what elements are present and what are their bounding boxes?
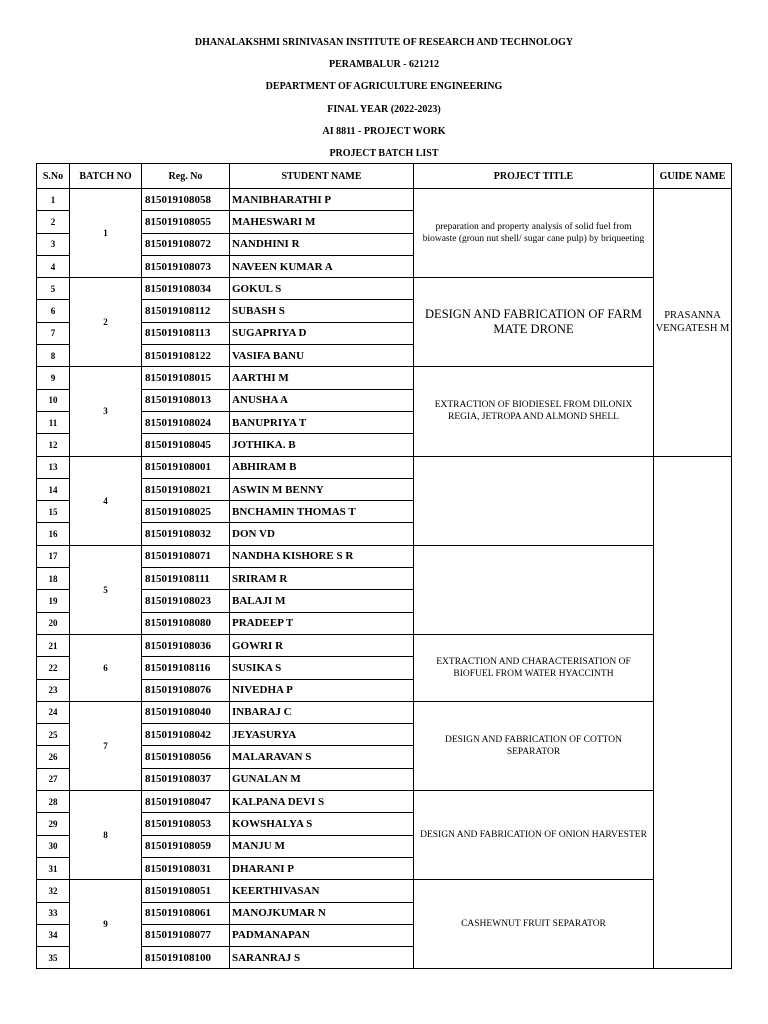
project-title-cell: DESIGN AND FABRICATION OF ONION HARVESTER [414, 791, 654, 880]
serial-number-cell: 8 [37, 345, 70, 367]
student-name-cell: BNCHAMIN THOMAS T [230, 501, 414, 523]
serial-number-cell: 1 [37, 189, 70, 211]
serial-number-cell: 28 [37, 791, 70, 813]
student-name-cell: NANDHA KISHORE S R [230, 545, 414, 567]
student-name-cell: VASIFA BANU [230, 345, 414, 367]
student-name-cell: INBARAJ C [230, 701, 414, 723]
guide-name-cell-empty [654, 456, 732, 969]
list-title: PROJECT BATCH LIST [329, 148, 439, 159]
institute-location: PERAMBALUR - 621212 [329, 59, 439, 70]
reg-number-cell: 815019108072 [142, 233, 230, 255]
reg-number-cell: 815019108023 [142, 590, 230, 612]
reg-number-cell: 815019108061 [142, 902, 230, 924]
table-body [37, 189, 732, 969]
batch-number-cell: 4 [70, 456, 142, 545]
student-name-cell: DHARANI P [230, 857, 414, 879]
batch-number-cell: 9 [70, 880, 142, 969]
student-name-cell: NAVEEN KUMAR A [230, 255, 414, 277]
serial-number-cell: 29 [37, 813, 70, 835]
reg-number-cell: 815019108036 [142, 634, 230, 656]
reg-number-cell: 815019108051 [142, 880, 230, 902]
reg-number-cell: 815019108021 [142, 478, 230, 500]
serial-number-cell: 9 [37, 367, 70, 389]
reg-number-cell: 815019108073 [142, 255, 230, 277]
reg-number-cell: 815019108015 [142, 367, 230, 389]
student-name-cell: GOKUL S [230, 278, 414, 300]
serial-number-cell: 10 [37, 389, 70, 411]
student-name-cell: SUBASH S [230, 300, 414, 322]
reg-number-cell: 815019108025 [142, 501, 230, 523]
student-name-cell: ASWIN M BENNY [230, 478, 414, 500]
student-name-cell: SUGAPRIYA D [230, 322, 414, 344]
reg-number-cell: 815019108059 [142, 835, 230, 857]
student-name-cell: KALPANA DEVI S [230, 791, 414, 813]
reg-number-cell: 815019108045 [142, 434, 230, 456]
reg-number-cell: 815019108112 [142, 300, 230, 322]
serial-number-cell: 13 [37, 456, 70, 478]
table-row [37, 791, 732, 813]
student-name-cell: MANJU M [230, 835, 414, 857]
table-row [37, 367, 732, 389]
serial-number-cell: 23 [37, 679, 70, 701]
serial-number-cell: 2 [37, 211, 70, 233]
guide-name-cell: PRASANNA VENGATESH M [654, 189, 732, 457]
department-name: DEPARTMENT OF AGRICULTURE ENGINEERING [265, 81, 503, 92]
project-title-cell: EXTRACTION AND CHARACTERISATION OF BIOFUEL FROM WATER HYACCINTH [414, 634, 654, 701]
student-name-cell: ANUSHA A [230, 389, 414, 411]
column-header-sno: S.No [37, 164, 70, 189]
project-title-cell: DESIGN AND FABRICATION OF COTTON SEPARATOR [414, 701, 654, 790]
serial-number-cell: 32 [37, 880, 70, 902]
reg-number-cell: 815019108042 [142, 724, 230, 746]
reg-number-cell: 815019108001 [142, 456, 230, 478]
reg-number-cell: 815019108077 [142, 924, 230, 946]
reg-number-cell: 815019108032 [142, 523, 230, 545]
table-row [37, 189, 732, 211]
institute-name: DHANALAKSHMI SRINIVASAN INSTITUTE OF RESEARCH AND TECHNOLOGY [194, 37, 574, 48]
academic-year: FINAL YEAR (2022-2023) [327, 104, 441, 115]
column-header-guide-name: GUIDE NAME [654, 164, 732, 189]
batch-table [36, 163, 732, 969]
reg-number-cell: 815019108013 [142, 389, 230, 411]
reg-number-cell: 815019108055 [142, 211, 230, 233]
serial-number-cell: 35 [37, 947, 70, 969]
serial-number-cell: 17 [37, 545, 70, 567]
serial-number-cell: 21 [37, 634, 70, 656]
reg-number-cell: 815019108047 [142, 791, 230, 813]
reg-number-cell: 815019108031 [142, 857, 230, 879]
batch-number-cell: 3 [70, 367, 142, 456]
serial-number-cell: 19 [37, 590, 70, 612]
student-name-cell: BANUPRIYA T [230, 411, 414, 433]
reg-number-cell: 815019108100 [142, 947, 230, 969]
serial-number-cell: 16 [37, 523, 70, 545]
project-title-cell: EXTRACTION OF BIODIESEL FROM DILONIX REGIA, JETROPA AND ALMOND SHELL [414, 367, 654, 456]
serial-number-cell: 34 [37, 924, 70, 946]
student-name-cell: KEERTHIVASAN [230, 880, 414, 902]
reg-number-cell: 815019108111 [142, 568, 230, 590]
table-header-row [37, 164, 732, 189]
student-name-cell: SRIRAM R [230, 568, 414, 590]
column-header-student-name: STUDENT NAME [230, 164, 414, 189]
serial-number-cell: 20 [37, 612, 70, 634]
batch-number-cell: 2 [70, 278, 142, 367]
student-name-cell: MANOJKUMAR N [230, 902, 414, 924]
serial-number-cell: 15 [37, 501, 70, 523]
serial-number-cell: 26 [37, 746, 70, 768]
reg-number-cell: 815019108116 [142, 657, 230, 679]
reg-number-cell: 815019108076 [142, 679, 230, 701]
reg-number-cell: 815019108024 [142, 411, 230, 433]
serial-number-cell: 30 [37, 835, 70, 857]
serial-number-cell: 27 [37, 768, 70, 790]
reg-number-cell: 815019108071 [142, 545, 230, 567]
reg-number-cell: 815019108056 [142, 746, 230, 768]
column-header-batch-no: BATCH NO [70, 164, 142, 189]
student-name-cell: GOWRI R [230, 634, 414, 656]
serial-number-cell: 5 [37, 278, 70, 300]
student-name-cell: SUSIKA S [230, 657, 414, 679]
serial-number-cell: 24 [37, 701, 70, 723]
student-name-cell: JOTHIKA. B [230, 434, 414, 456]
serial-number-cell: 12 [37, 434, 70, 456]
batch-number-cell: 8 [70, 791, 142, 880]
student-name-cell: MAHESWARI M [230, 211, 414, 233]
column-header-project-title: PROJECT TITLE [414, 164, 654, 189]
student-name-cell: MANIBHARATHI P [230, 189, 414, 211]
reg-number-cell: 815019108040 [142, 701, 230, 723]
batch-number-cell: 7 [70, 701, 142, 790]
student-name-cell: PADMANAPAN [230, 924, 414, 946]
batch-number-cell: 1 [70, 189, 142, 278]
project-title-cell: CASHEWNUT FRUIT SEPARATOR [414, 880, 654, 969]
student-name-cell: KOWSHALYA S [230, 813, 414, 835]
table-row [37, 456, 732, 478]
serial-number-cell: 25 [37, 724, 70, 746]
serial-number-cell: 31 [37, 857, 70, 879]
reg-number-cell: 815019108037 [142, 768, 230, 790]
reg-number-cell: 815019108034 [142, 278, 230, 300]
student-name-cell: DON VD [230, 523, 414, 545]
reg-number-cell: 815019108053 [142, 813, 230, 835]
student-name-cell: NANDHINI R [230, 233, 414, 255]
batch-number-cell: 6 [70, 634, 142, 701]
serial-number-cell: 11 [37, 411, 70, 433]
table-row [37, 278, 732, 300]
reg-number-cell: 815019108080 [142, 612, 230, 634]
table-row [37, 634, 732, 656]
student-name-cell: ABHIRAM B [230, 456, 414, 478]
project-title-cell [414, 545, 654, 634]
course-name: AI 8811 - PROJECT WORK [322, 126, 446, 137]
table-row [37, 545, 732, 567]
project-title-cell: DESIGN AND FABRICATION OF FARM MATE DRONE [414, 278, 654, 367]
table-row [37, 880, 732, 902]
serial-number-cell: 33 [37, 902, 70, 924]
reg-number-cell: 815019108058 [142, 189, 230, 211]
student-name-cell: JEYASURYA [230, 724, 414, 746]
serial-number-cell: 3 [37, 233, 70, 255]
student-name-cell: SARANRAJ S [230, 947, 414, 969]
student-name-cell: GUNALAN M [230, 768, 414, 790]
serial-number-cell: 18 [37, 568, 70, 590]
serial-number-cell: 22 [37, 657, 70, 679]
column-header-reg-no: Reg. No [142, 164, 230, 189]
student-name-cell: PRADEEP T [230, 612, 414, 634]
serial-number-cell: 4 [37, 255, 70, 277]
student-name-cell: BALAJI M [230, 590, 414, 612]
student-name-cell: MALARAVAN S [230, 746, 414, 768]
serial-number-cell: 7 [37, 322, 70, 344]
reg-number-cell: 815019108122 [142, 345, 230, 367]
student-name-cell: AARTHI M [230, 367, 414, 389]
project-title-cell [414, 456, 654, 545]
table-row [37, 701, 732, 723]
serial-number-cell: 6 [37, 300, 70, 322]
reg-number-cell: 815019108113 [142, 322, 230, 344]
batch-number-cell: 5 [70, 545, 142, 634]
student-name-cell: NIVEDHA P [230, 679, 414, 701]
project-title-cell: preparation and property analysis of solid fuel from biowaste (groun nut shell/ sugar cane pulp) by briqueeting [414, 189, 654, 278]
serial-number-cell: 14 [37, 478, 70, 500]
